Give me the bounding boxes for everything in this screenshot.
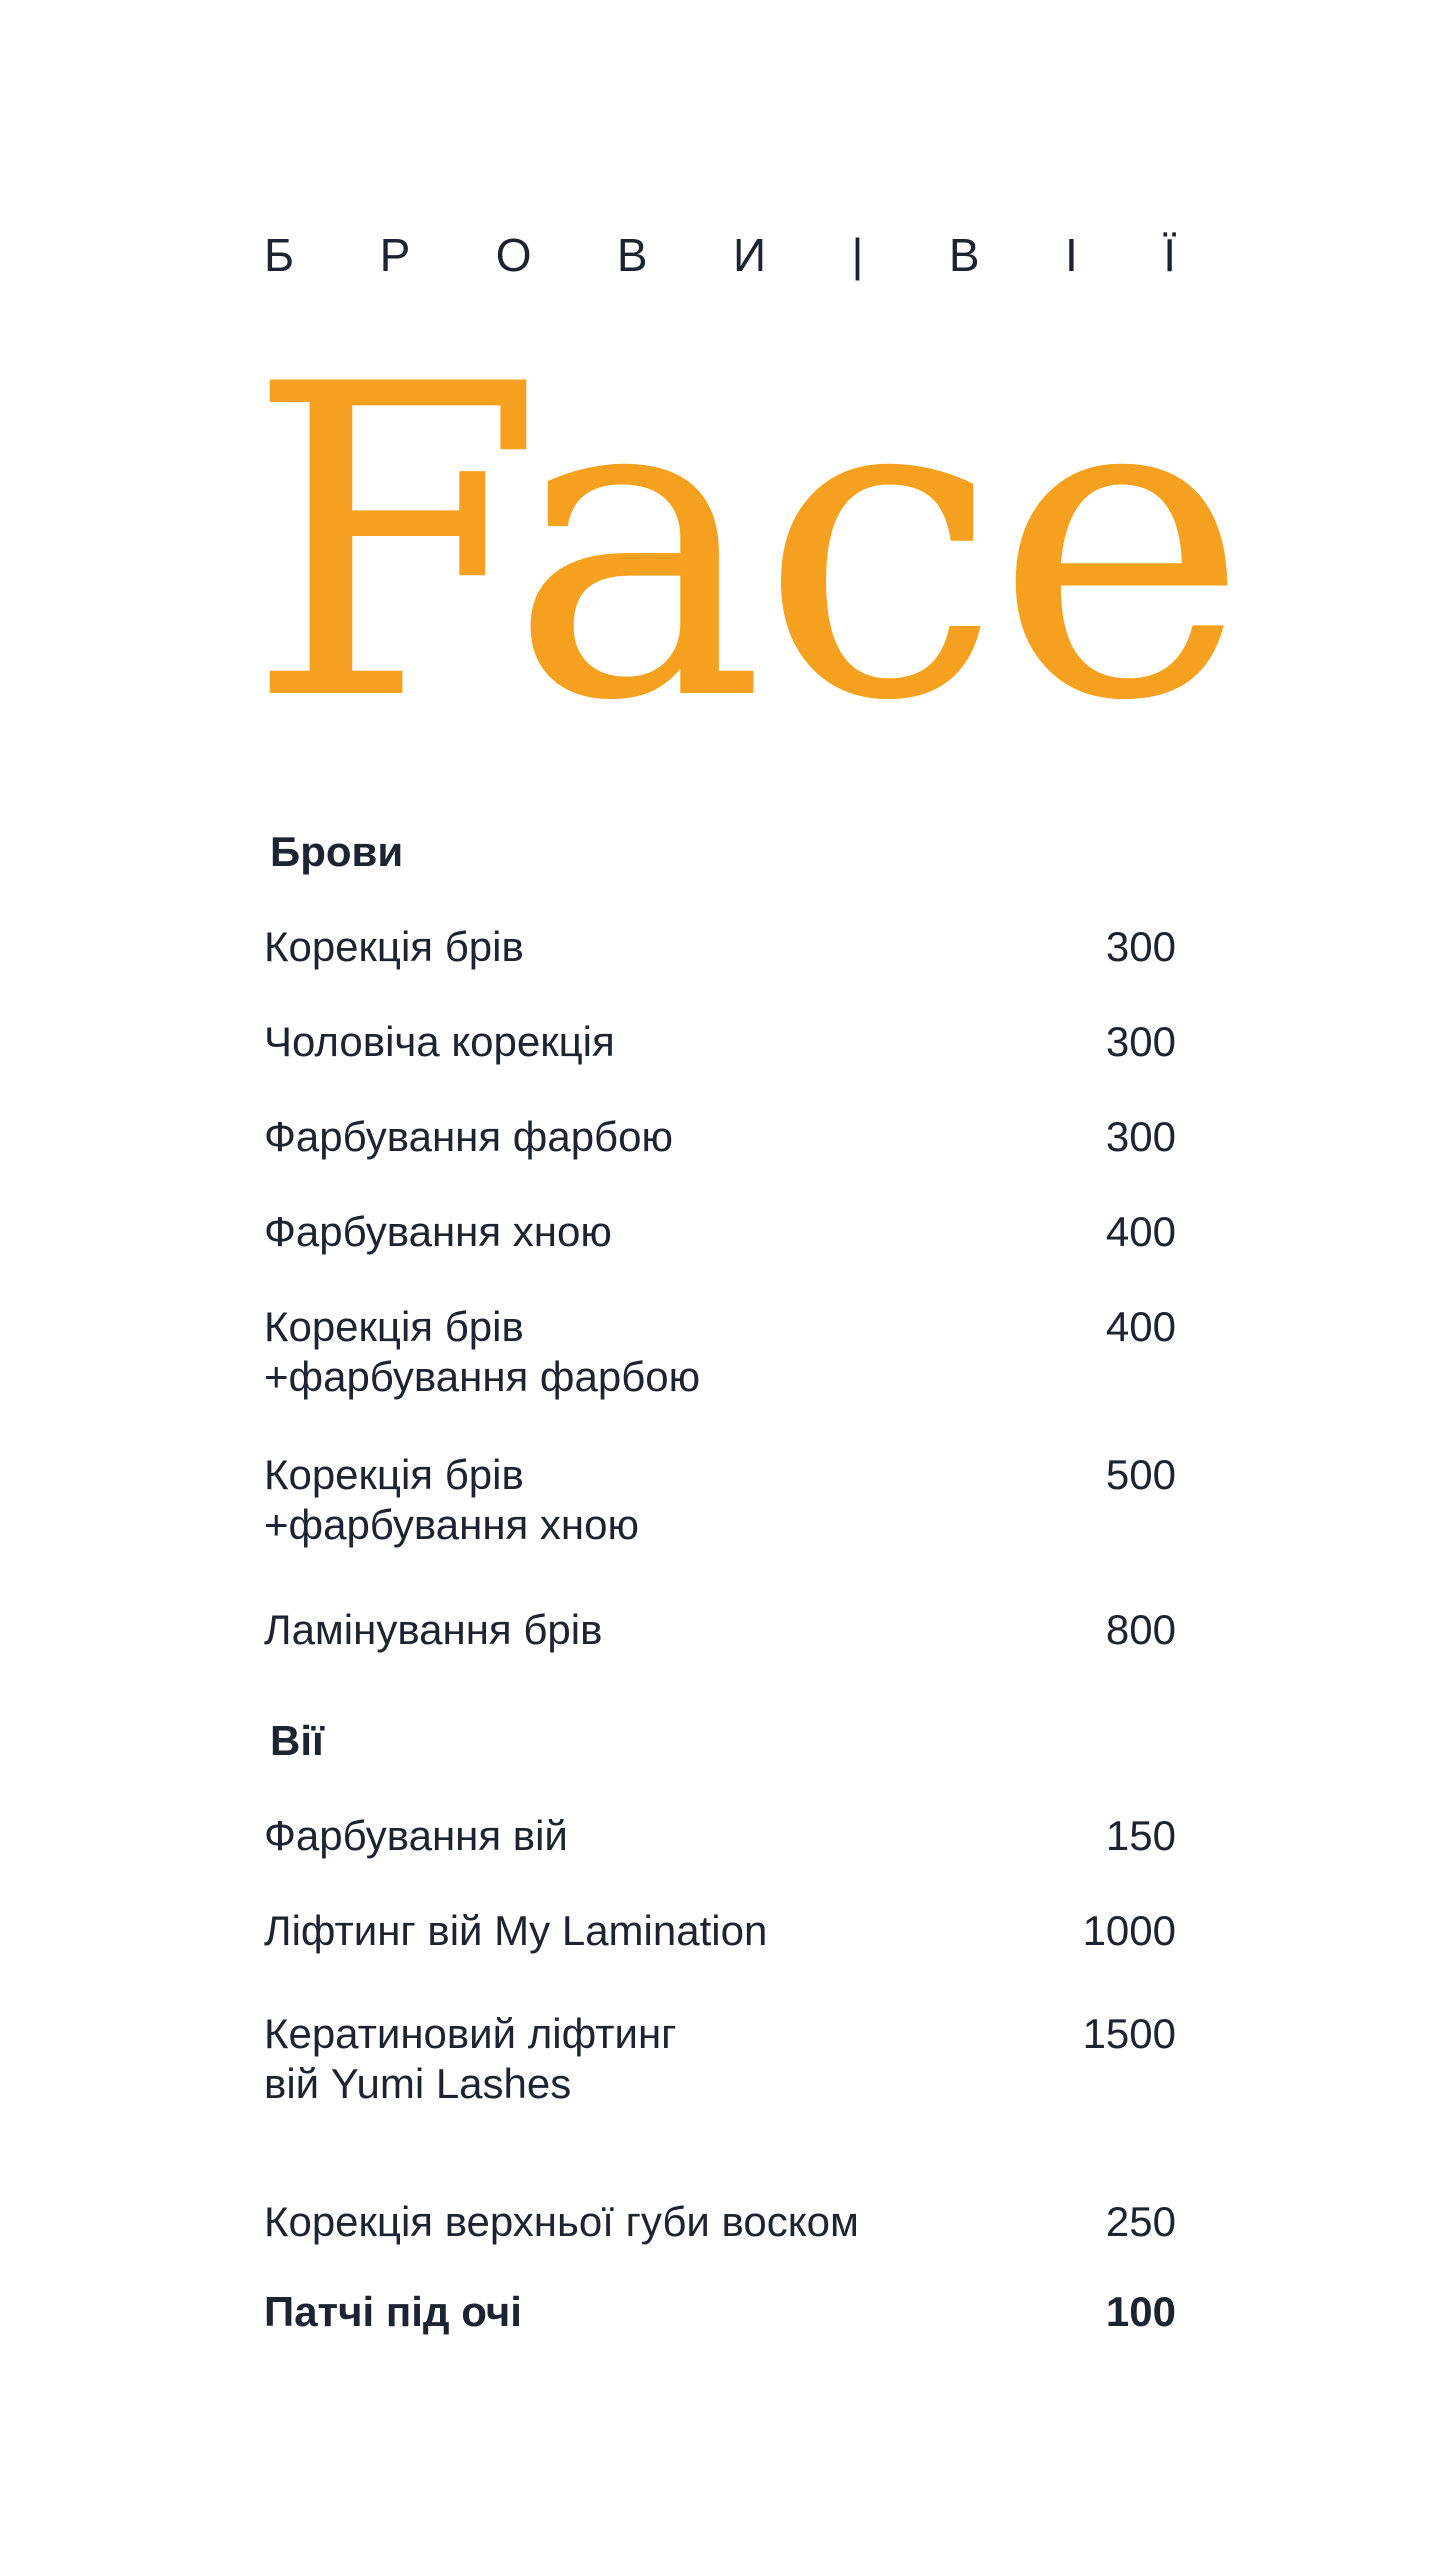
item-price: 1500 [1082, 2010, 1176, 2057]
list-item [264, 2197, 1176, 2247]
item-price: 300 [1105, 1113, 1176, 1160]
item-name: Чоловіча корекція [264, 1018, 615, 1065]
item-name-line: +фарбування фарбою [264, 1353, 701, 1400]
item-name: Патчі під очі [264, 2288, 522, 2335]
item-price: 500 [1105, 1451, 1176, 1498]
item-name: Фарбування вій [264, 1812, 568, 1859]
section-title-brows: Брови [270, 828, 404, 875]
item-price: 150 [1105, 1812, 1176, 1859]
kicker-letter: О [495, 229, 532, 281]
list-item [264, 1302, 1176, 1402]
item-price: 800 [1105, 1606, 1176, 1653]
category-kicker [264, 228, 1176, 282]
item-name [264, 2009, 676, 2109]
list-item [264, 1017, 1176, 1067]
list-item [264, 1811, 1176, 1861]
kicker-letter: Р [379, 229, 411, 281]
item-name: Корекція брів [264, 923, 524, 970]
list-item [264, 922, 1176, 972]
item-name: Фарбування хною [264, 1208, 612, 1255]
kicker-letter: Ї [1163, 229, 1176, 281]
list-item [264, 1605, 1176, 1655]
kicker-letter: І [1065, 229, 1078, 281]
item-name [264, 1450, 639, 1550]
kicker-letter: Б [264, 229, 295, 281]
item-name-line: +фарбування хною [264, 1501, 639, 1548]
item-price: 100 [1105, 2288, 1176, 2335]
kicker-letter: В [948, 229, 980, 281]
list-item [264, 1906, 1176, 1956]
list-item-highlight [264, 2287, 1176, 2337]
item-name [264, 1302, 700, 1402]
list-item [264, 2009, 1176, 2109]
item-name: Ламінування брів [264, 1606, 603, 1653]
item-price: 300 [1105, 923, 1176, 970]
item-name-line: вій Yumi Lashes [264, 2060, 572, 2107]
list-item [264, 1112, 1176, 1162]
item-price: 1000 [1082, 1907, 1176, 1954]
item-name: Ліфтинг вій My Lamination [264, 1907, 768, 1954]
item-name-line: Корекція брів [264, 1451, 524, 1498]
item-price: 250 [1105, 2198, 1176, 2245]
hero-title: Face [246, 295, 1243, 795]
list-item [264, 1207, 1176, 1257]
list-item [264, 1450, 1176, 1550]
section-title-lashes: Вії [270, 1717, 324, 1764]
kicker-letter: В [616, 229, 648, 281]
kicker-separator: | [851, 229, 864, 281]
item-name-line: Кератиновий ліфтинг [264, 2010, 677, 2057]
item-price: 300 [1105, 1018, 1176, 1065]
kicker-letter: И [733, 229, 767, 281]
item-name-line: Корекція брів [264, 1303, 524, 1350]
item-price: 400 [1105, 1303, 1176, 1350]
item-price: 400 [1105, 1208, 1176, 1255]
item-name: Корекція верхньої губи воском [264, 2198, 859, 2245]
item-name: Фарбування фарбою [264, 1113, 673, 1160]
